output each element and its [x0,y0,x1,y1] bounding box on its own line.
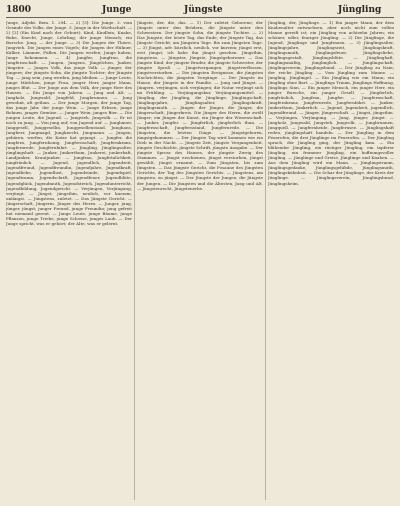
header-center-word: Jüngste [184,5,223,15]
text-column-right: Jüngling, der, Jünglinge. — 1) Ein junger Mann, der dem Knabenalter entwachsen, aber noch nicht zum vollen Manne gereift ist; ein Jüngling von achtzehn Jahren; ein schöner, edler, feuriger Jüngling. — 2) Die Jünglinge, die Jugend; Jünglinge und Jungfrauen. — 3) Jünglingsalter, Jünglingsjahre, Jünglingszeit, Jünglingskraft, Jünglingsmuth, Jünglingsfeuer, Jünglingsliebe, Jünglingsgestalt, Jünglingsblüte. — Jünglinghaft, jünglingsmäßig, jünglinglich. — Jünglingschaft, Jünglingsverein, Jünglingsbund. — Der Jüngling zu Nain; der reiche Jüngling. — Vom Jüngling zum Manne. — Jungling, Jünglingel. — Ein Jüngling wie ein Mann; ein Jüngling ohne Bart. — Jünglings Traum, Jünglings Hoffnung, Jünglings Sinn. — Ein junger Mensch, ein junger Herr, ein junger Bursche, ein junger Gesell. — Jüngferlich, jungfräulich, Jungfrau, Jungfer. — Jungfernschaft, Jungfernkranz, Jungfernrede, Jungfernfahrt. — Junker, Junkerthum, Junkerlich. — Jugend, Jugendzeit, jugendlich, Jugendfreund. — Jünger, Jüngerschaft. — Jüngst, jüngsthin. — Verjüngen, Verjüngung. — Jung, jünger, jüngst. — Jungholz, Jungwald, Jungvieh, Jungvolk. — Jungbrunnen, Jungquell. — Jungfernheide, Jungfernsee. — Jünglingshaft reden, jünglingshaft handeln. — Der Jüngling in dem Feuerofen; die drei Jünglinge im Feuerofen. — Der Jüngling sprach, der Jüngling ging, der Jüngling kam. — Ein blühender Jüngling, ein rüstiger Jüngling, ein tapferer Jüngling, ein frommer Jüngling, ein hoffnungsvoller Jüngling. — Jünglinge und Greise, Jünglinge und Knaben. — Aus dem Jüngling wird ein Mann. — Jünglingstraum, Jünglingsgedanke, Jünglingsgelübde, Jünglingsmuth, Jünglingskühnheit. — Die Schar der Jünglinge, der Kreis der Jünglinge. — Jünglingsverein, Jünglingsbund, Jünglingsheim. [268,20,394,186]
page-header [6,4,394,16]
header-left-word: Junge [102,5,132,15]
text-column-left: Junge, Adjekt. Bem. 1. 294. — 2) [3]: Die Junge. 3. vom Gesinde des Volks, der Junge. 5. Junge in der Wirthschaft. — 2) [2] (Ein Kind nach der Geburt): Kind, Kindlein, Knabe, Bube, Knecht, Junge, Lehrling; der junge Mensch; ein Bursche. Jung. — der Junge. — 3) Die Jungen der Thiere, Jungvieh. Die Jungen eines Vogels; die Jungen der Hühner, Kälber, Lämmer, Füllen. Die Jungen werfen; Junge haben, Junge bekommen. — 4) Jungfer, Jungfrau, die Jungfernschaft. — Jungen, Jungens, Jüngelchen, Junker, Jüngster. — Junges Volk, das junge Volk. — jünger, der jüngere; der jüngste Sohn, die jüngste Tochter; der Jüngste Tag. — jung sein, jung werden, jung bleiben. — Junge Leute, junge Mädchen, junge Frau, junger Herr, junger Mann, junges Blut. — Der Junge aus dem Volk, der junge Herr des Hauses. — Ein Junge von Jahren. — Jung und Alt. — Jungholz, Jungwald, Jungfeld, Jungbrunnen. — Jung gewohnt, alt gethan. — Der junge Morgen, der junge Tag, das junge Jahr, der junge Wein. — Junge Erbsen, junge Bohnen, junges Gemüse. — Junger Wein, junges Bier. — Die jungen Leute, die Jugend. — Jungvieh, Jungvolk. — Er ist noch zu jung. — Von jung auf; von Jugend auf. — Jungbauer, Junggesell, Junggesellin, Junggesellenstand, Junghans, Jungherr, Jungmagd, Jungknecht, Jungmann. — Jungen, gebären, werfen; die Katze hat gejungt. — Jungfer, die Jungfern, Jungfernhonig, Jungfernschaft, Jungfernkranz, Jungfernrede, Jungfernfahrt. — Jüngling, Jünglingsalter, jünglingshaft. — Junker, Junkerthum, Junkerei, junkerhaft, Landjunker, Krautjunker. — Jungfrau, Jungfräulichkeit, jungfräulich. — Jugend, jugendlich, Jugendzeit, Jugendfreund, Jugendfreundin, Jugendjahre, Jugendkraft, Jugendliebe, Jugendlust, Jugendsünde, Jugendspiel, Jugendtraum, Jugendschrift, Jugendfeuer, Jugendblüte, Jugendglück, Jugendmuth, Jugendstreich, Jugendunterricht, Jugendbildung, Jugendgericht. — Verjüngen, Verjüngung, verjüngt. — Jüngst, jüngsthin, neulich, vor kurzem, unlängst. — Jüngstens, zuletzt. — Das Jüngste Gericht. — Jüngerschaft, Jüngerin, Jünger des Herrn. — Junger, jung, jünger, jüngst; junger Freund, junge Freundin; jung gefreit hat niemand gereut. — Junge Leute, junge Bäume, junge Pflanzen, junge Triebe, junge Schosse, junges Laub. — Der Junge spricht, was er gehört; der Alte, was er gelernt. [6,20,132,226]
header-rule [6,17,394,18]
page-number: 1800 [6,5,32,15]
column-divider [134,20,135,500]
header-right-word: Jüngling [338,5,382,15]
text-column-middle: Jüngste, der, die, das. — 1) Der zuletzt Geborene; der Jüngste unter den Brüdern, die Jüngste unter den Schwestern. Der jüngste Sohn, die jüngste Tochter. — 2) Das Jüngste, der letzte Tag, das Ende; der Jüngste Tag, das Jüngste Gericht; am Jüngsten Tage. Bis zum Jüngsten Tage. — 3) Jüngst, adv. kürzlich, neulich, vor kurzem; jüngst erst, erst jüngst; ich habe ihn jüngst gesehen. Jüngsthin, jüngstens. — Jüngster, Jüngste, Jüngstgeborener. — Das jüngste Kind, der jüngste Bruder, die jüngste Schwester, der jüngste Sproß. — Jüngstvergangen, jüngstverflossen, jüngstverstorben. — Die jüngsten Ereignisse, die jüngsten Nachrichten, die jüngsten Vorgänge. — Der Jüngste im Hause, der Jüngste in der Familie. — Jung und Jüngst. — Jüngern, verjüngen, sich verjüngen; die Natur verjüngt sich im Frühling. — Verjüngungskur, Verjüngungsmittel. — Jüngling, der Jüngling, die Jünglinge, Jünglingschaft, Jünglingsjahre, Jünglingsalter, Jünglingskraft, Jünglingsmuth. — Jünger, der Jünger, die Jünger, die Jüngerschaft, Jüngerkreis. Die Jünger des Herrn, die zwölf Jünger; ein Jünger der Kunst, ein Jünger der Wissenschaft. — Junker, Jungfer. — Jüngferlich, jüngferlich thun. — Jungfernschaft, Jungfernstand, Jungfernrede. — Die Jüngsten, die letzten Dinge. — Jüngstgeboren, jüngstgekommen. — Der Jüngste Tag wird kommen wie ein Dieb in der Nacht. — Jüngste Zeit, jüngste Vergangenheit, jüngste Geschichte, jüngste Schrift, jüngste Ausgabe. — Der jüngste Spross des Hauses, der jüngste Zweig des Stammes. — Jüngst erschienen, jüngst verstorben, jüngst gewählt, jüngst ernannt. — Zum Jüngsten, bis zum Jüngsten. — Das Jüngste Gericht, die Posaune des Jüngsten Gerichts, der Tag des Jüngsten Gerichts. — Jüngstens, am jüngsten, zu jüngst. — Der Jüngste der Jungen, die Jüngste der Jungen. — Die Jüngsten und die Ältesten, Jung und Alt. — Jüngstenrecht, Jüngstenerbe. [137,20,263,191]
column-divider [265,20,266,500]
